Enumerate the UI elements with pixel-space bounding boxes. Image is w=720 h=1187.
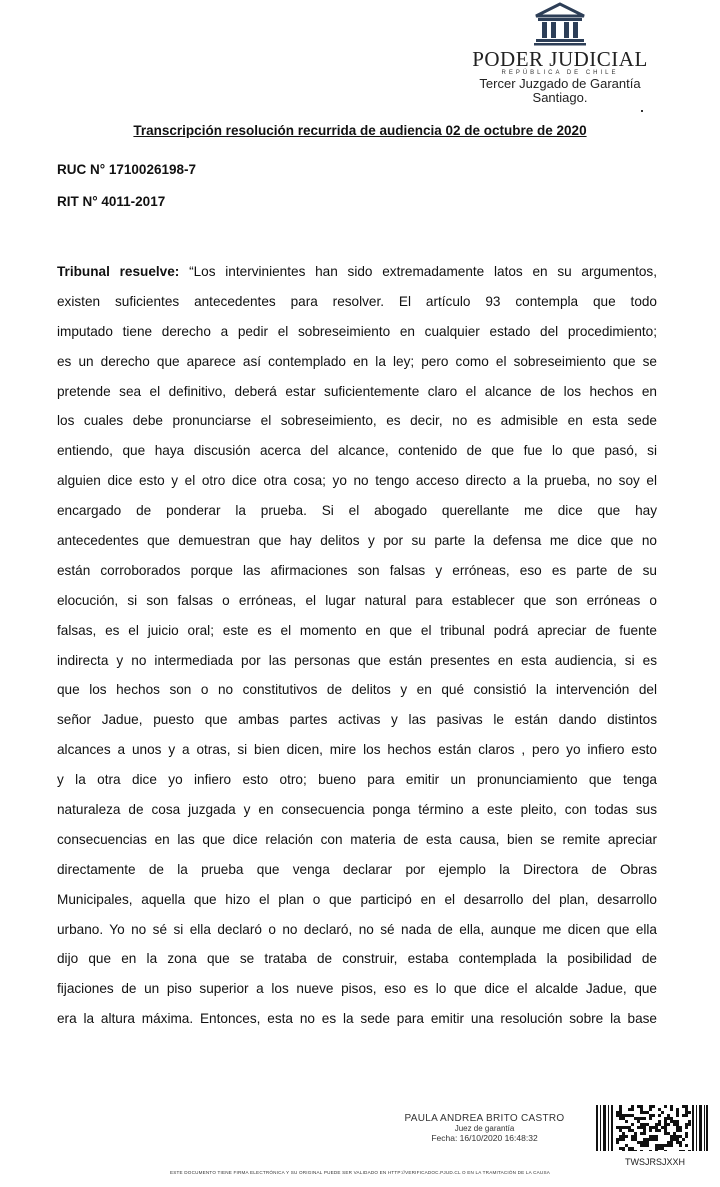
text-line: directamente de la prueba que venga declarar por ejemplo la Directora de Obras	[57, 861, 657, 877]
text-line: era la altura máxima. Entonces, esta no es la sede para emitir una resolución sobre la base	[57, 1011, 657, 1027]
poder-judicial-logo	[470, 2, 650, 105]
text-line: que los hechos son o no constitutivos de delitos y en qué consistió la intervención del	[57, 682, 657, 698]
text-line: están corroborados porque las afirmaciones son falsas y erróneas, eso es parte de su	[57, 562, 657, 578]
barcode-icon	[596, 1105, 708, 1151]
verification-code: TWSJRSJXXH	[624, 1157, 685, 1167]
text-line: falsas, es el juicio oral; este es el momento en que el tribunal podrá apreciar de fuente	[57, 622, 657, 638]
text-line: alguien dice esto y el otro dice otra cosa; yo no tengo acceso directo a la prueba, no soy el	[57, 473, 657, 489]
signer-role: Juez de garantía	[454, 1124, 515, 1133]
logo-title: PODER JUDICIAL	[472, 47, 648, 71]
signer-name: PAULA ANDREA BRITO CASTRO	[404, 1113, 565, 1124]
court-city: Santiago.	[532, 90, 588, 105]
validation-disclaimer: ESTE DOCUMENTO TIENE FIRMA ELECTRÓNICA Y SU ORIGINAL PUEDE SER VALIDADO EN HTTP://VERIFICADOC.PJUD.CL O EN LA TRAMITACIÓN DE LA CAUSA	[170, 1170, 550, 1175]
court-name: Tercer Juzgado de Garantía	[479, 76, 641, 91]
signature-block	[392, 1113, 577, 1143]
text-line: es un derecho que aparece así contemplado en la ley; pero como el sobreseimiento que se	[57, 353, 657, 369]
text-line: entiendo, que haya discusión acerca del alcance, contenido de que fue lo que pasó, si	[57, 443, 657, 459]
text-line: elocución, si son falsas o erróneas, el lugar natural para establecer que son erróneas o	[57, 592, 657, 608]
text-line: alcances a unos y a otras, si bien dicen, mire los hechos están claros , pero yo infiero esto	[57, 742, 657, 758]
text-line: existen suficientes antecedentes para resolver. El artículo 93 contempla que todo	[57, 293, 657, 309]
text-line: urbano. Yo no sé si ella declaró o no declaró, no sé nada de ella, aunque me dicen que ella	[57, 921, 657, 937]
text-line: indirecta y no intermediada por las personas que están presentes en esta audiencia, si es	[57, 652, 657, 668]
text-line	[57, 257, 657, 287]
text-line: los cuales debe pronunciarse el sobreseimiento, es decir, no es admisible en esta sede	[57, 413, 657, 429]
tribunal-label: Tribunal resuelve:	[57, 264, 180, 279]
text-line: señor Jadue, puesto que ambas partes activas y las pasivas le están dando distintos	[57, 712, 657, 728]
rit-number: RIT N° 4011-2017	[57, 194, 166, 209]
signature-date: Fecha: 16/10/2020 16:48:32	[431, 1133, 538, 1143]
text-line: fijaciones de un piso superior a los nueve pisos, eso es lo que dice el alcalde Jadue, que	[57, 981, 657, 997]
text-line-rest: “Los intervinientes han sido extremadamente latos en su argumentos,	[179, 264, 657, 279]
text-line: pretende sea el definitivo, deberá estar suficientemente claro el alcance de los hechos en	[57, 383, 657, 399]
ruc-number: RUC N° 1710026198-7	[57, 162, 196, 177]
courthouse-icon	[532, 2, 588, 46]
text-line: naturaleza de cosa juzgada y en consecuencia ponga término a este pleito, con todas sus	[57, 802, 657, 818]
scan-dot	[641, 110, 643, 112]
text-line: Municipales, aquella que hizo el plan o que participó en el desarrollo del plan, desarrollo	[57, 891, 657, 907]
text-line: consecuencias en las que dice relación con materia de esta causa, bien se remite apreciar	[57, 831, 657, 847]
document-heading: Transcripción resolución recurrida de audiencia 02 de octubre de 2020	[133, 123, 587, 138]
text-line: encargado de ponderar la prueba. Si el abogado querellante me dice que hay	[57, 503, 657, 519]
text-line: imputado tiene derecho a pedir el sobreseimiento en cualquier estado del procedimiento;	[57, 323, 657, 339]
logo-subtitle: REPÚBLICA DE CHILE	[501, 70, 619, 76]
text-line: antecedentes que demuestran que hay delitos y por su parte la defensa me dice que no	[57, 533, 657, 549]
text-line: y la otra dice yo infiero esto otro; bueno para emitir un pronunciamiento que tenga	[57, 772, 657, 788]
resolution-text	[57, 257, 657, 1034]
text-line: dijo que en la zona que se trataba de construir, estaba contemplada la posibilidad de	[57, 951, 657, 967]
